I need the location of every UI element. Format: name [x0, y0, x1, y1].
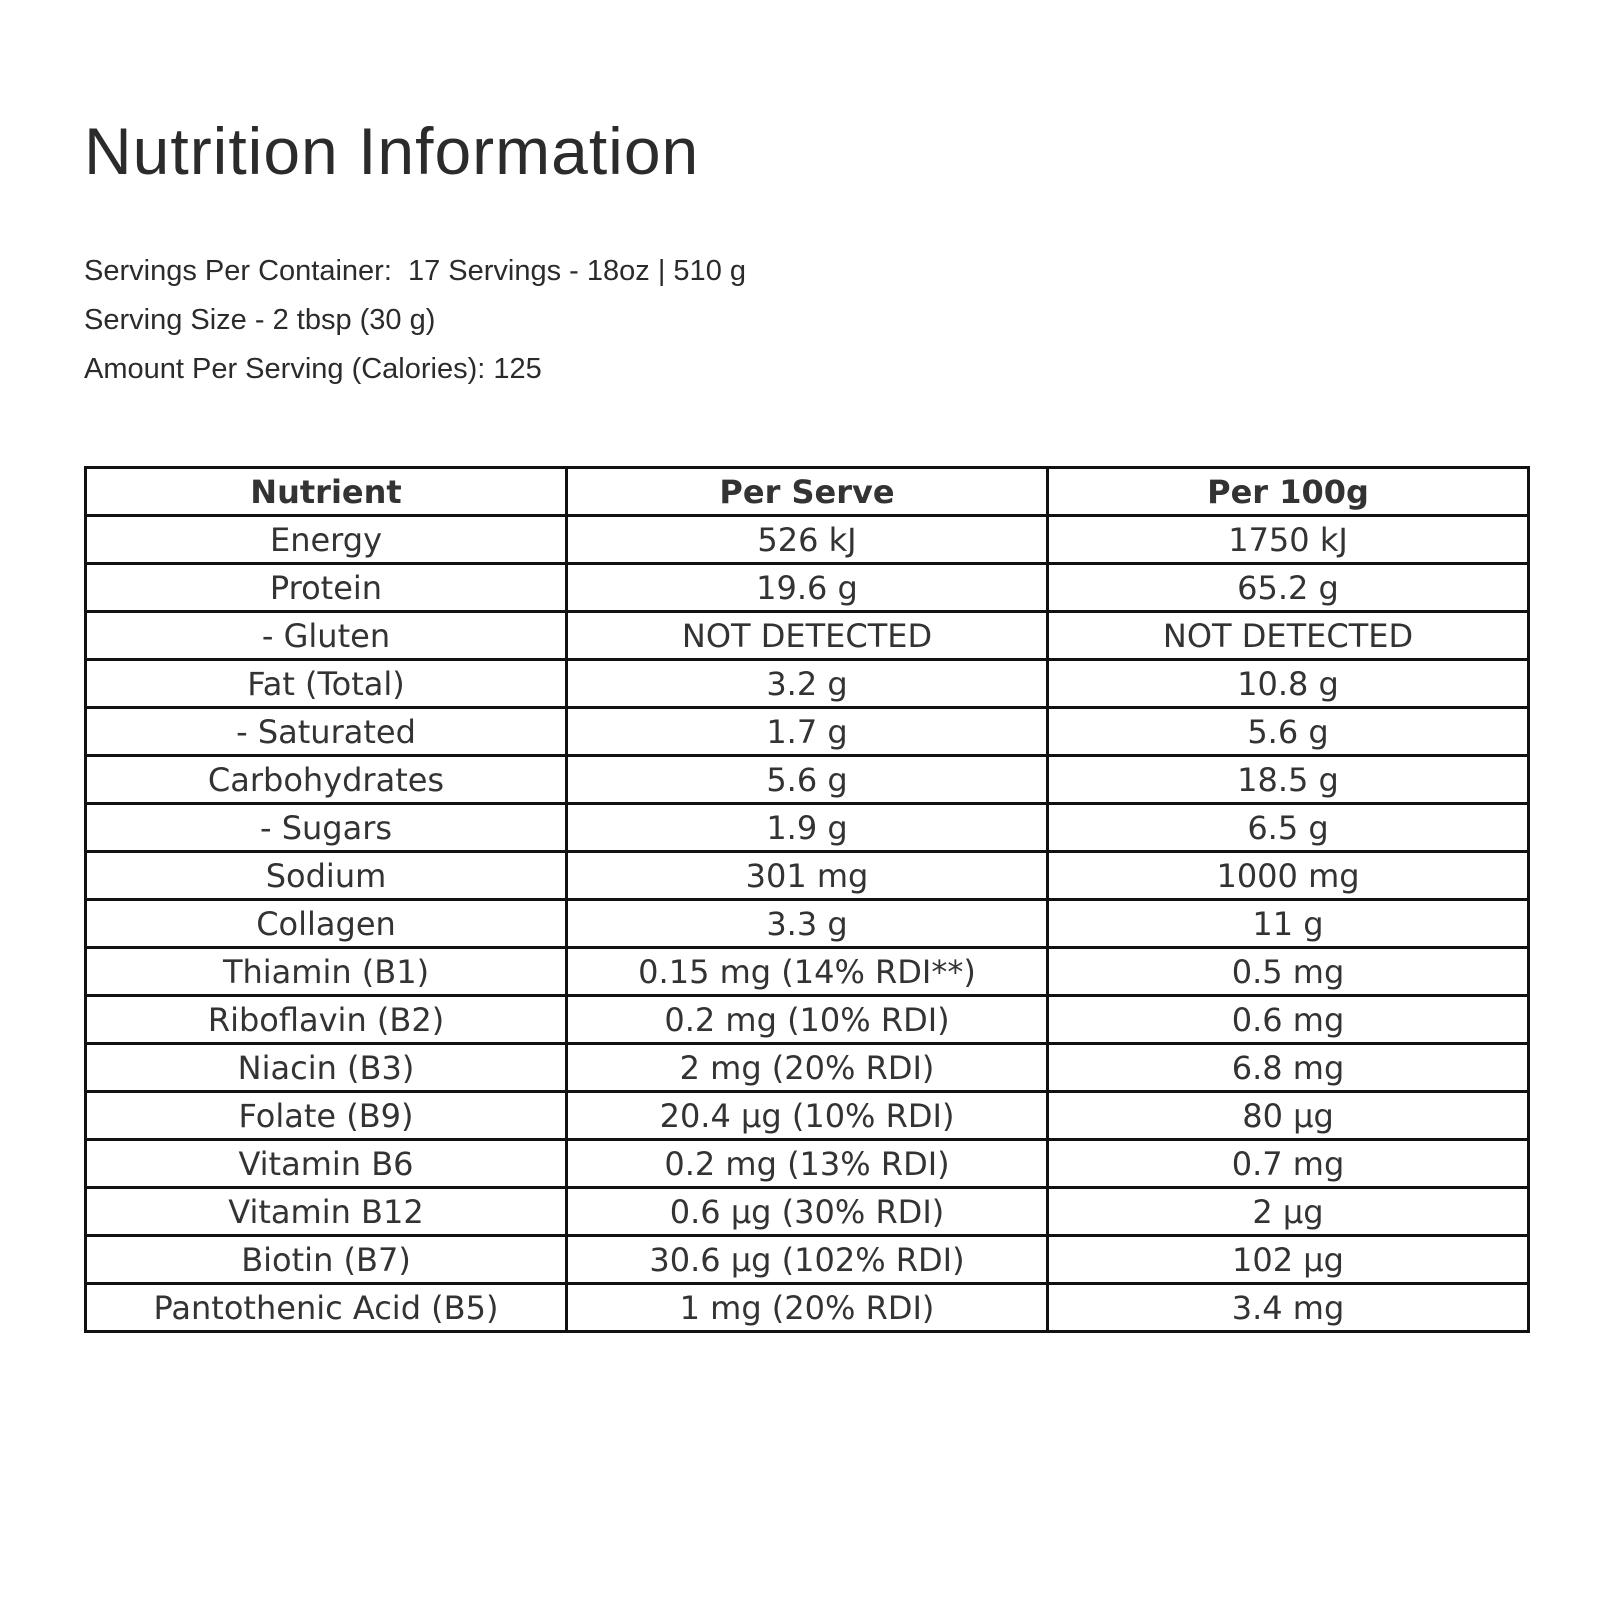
per-100g-cell: 6.8 mg: [1048, 1044, 1529, 1092]
per-serve-cell: 20.4 µg (10% RDI): [567, 1092, 1048, 1140]
per-serve-cell: NOT DETECTED: [567, 612, 1048, 660]
table-row: [86, 900, 1529, 948]
table-row: [86, 1284, 1529, 1332]
per-serve-cell: 0.2 mg (13% RDI): [567, 1140, 1048, 1188]
serving-summary: [84, 255, 746, 402]
table-row: [86, 516, 1529, 564]
nutrient-cell: Collagen: [86, 900, 567, 948]
per-serve-cell: 0.15 mg (14% RDI**): [567, 948, 1048, 996]
per-serve-cell: 0.6 µg (30% RDI): [567, 1188, 1048, 1236]
per-100g-cell: 2 µg: [1048, 1188, 1529, 1236]
table-row: [86, 1188, 1529, 1236]
nutrient-cell: Riboflavin (B2): [86, 996, 567, 1044]
nutrient-cell: Folate (B9): [86, 1092, 567, 1140]
per-100g-cell: 11 g: [1048, 900, 1529, 948]
table-row: [86, 708, 1529, 756]
per-serve-cell: 1.7 g: [567, 708, 1048, 756]
page-title: Nutrition Information: [84, 114, 700, 188]
per-serve-cell: 526 kJ: [567, 516, 1048, 564]
per-serve-cell: 1 mg (20% RDI): [567, 1284, 1048, 1332]
per-100g-cell: NOT DETECTED: [1048, 612, 1529, 660]
per-100g-cell: 1750 kJ: [1048, 516, 1529, 564]
per-serve-cell: 19.6 g: [567, 564, 1048, 612]
per-100g-cell: 80 µg: [1048, 1092, 1529, 1140]
table-row: [86, 804, 1529, 852]
nutrient-cell: - Gluten: [86, 612, 567, 660]
nutrient-cell: Niacin (B3): [86, 1044, 567, 1092]
per-serve-cell: 3.3 g: [567, 900, 1048, 948]
header-per-100g: Per 100g: [1048, 468, 1529, 516]
nutrient-cell: Sodium: [86, 852, 567, 900]
per-100g-cell: 1000 mg: [1048, 852, 1529, 900]
per-serve-cell: 5.6 g: [567, 756, 1048, 804]
per-serve-cell: 2 mg (20% RDI): [567, 1044, 1048, 1092]
per-100g-cell: 0.7 mg: [1048, 1140, 1529, 1188]
table-row: [86, 612, 1529, 660]
serving-size: Serving Size - 2 tbsp (30 g): [84, 304, 436, 336]
nutrient-cell: - Sugars: [86, 804, 567, 852]
nutrient-cell: - Saturated: [86, 708, 567, 756]
nutrient-cell: Vitamin B6: [86, 1140, 567, 1188]
nutrition-table: [84, 466, 1530, 1333]
table-row: [86, 852, 1529, 900]
nutrient-cell: Fat (Total): [86, 660, 567, 708]
table-row: [86, 660, 1529, 708]
per-serve-cell: 1.9 g: [567, 804, 1048, 852]
per-100g-cell: 65.2 g: [1048, 564, 1529, 612]
table-row: [86, 756, 1529, 804]
servings-per-container: Servings Per Container: 17 Servings - 18oz | 510 g: [84, 255, 747, 287]
nutrient-cell: Protein: [86, 564, 567, 612]
nutrient-cell: Biotin (B7): [86, 1236, 567, 1284]
header-per-serve: Per Serve: [567, 468, 1048, 516]
nutrient-cell: Pantothenic Acid (B5): [86, 1284, 567, 1332]
nutrient-cell: Thiamin (B1): [86, 948, 567, 996]
per-100g-cell: 3.4 mg: [1048, 1284, 1529, 1332]
table-row: [86, 564, 1529, 612]
table-row: [86, 948, 1529, 996]
nutrient-cell: Energy: [86, 516, 567, 564]
per-100g-cell: 5.6 g: [1048, 708, 1529, 756]
nutrient-cell: Vitamin B12: [86, 1188, 567, 1236]
nutrient-cell: Carbohydrates: [86, 756, 567, 804]
header-nutrient: Nutrient: [86, 468, 567, 516]
per-100g-cell: 102 µg: [1048, 1236, 1529, 1284]
table-header-row: [86, 468, 1529, 516]
per-serve-cell: 301 mg: [567, 852, 1048, 900]
per-100g-cell: 18.5 g: [1048, 756, 1529, 804]
per-100g-cell: 10.8 g: [1048, 660, 1529, 708]
per-serve-cell: 30.6 µg (102% RDI): [567, 1236, 1048, 1284]
calories-per-serving: Amount Per Serving (Calories): 125: [84, 353, 542, 385]
per-100g-cell: 0.6 mg: [1048, 996, 1529, 1044]
per-100g-cell: 6.5 g: [1048, 804, 1529, 852]
table-row: [86, 1044, 1529, 1092]
table-row: [86, 996, 1529, 1044]
per-100g-cell: 0.5 mg: [1048, 948, 1529, 996]
table-row: [86, 1092, 1529, 1140]
per-serve-cell: 3.2 g: [567, 660, 1048, 708]
per-serve-cell: 0.2 mg (10% RDI): [567, 996, 1048, 1044]
table-body: [86, 516, 1529, 1332]
table-row: [86, 1140, 1529, 1188]
table-row: [86, 1236, 1529, 1284]
